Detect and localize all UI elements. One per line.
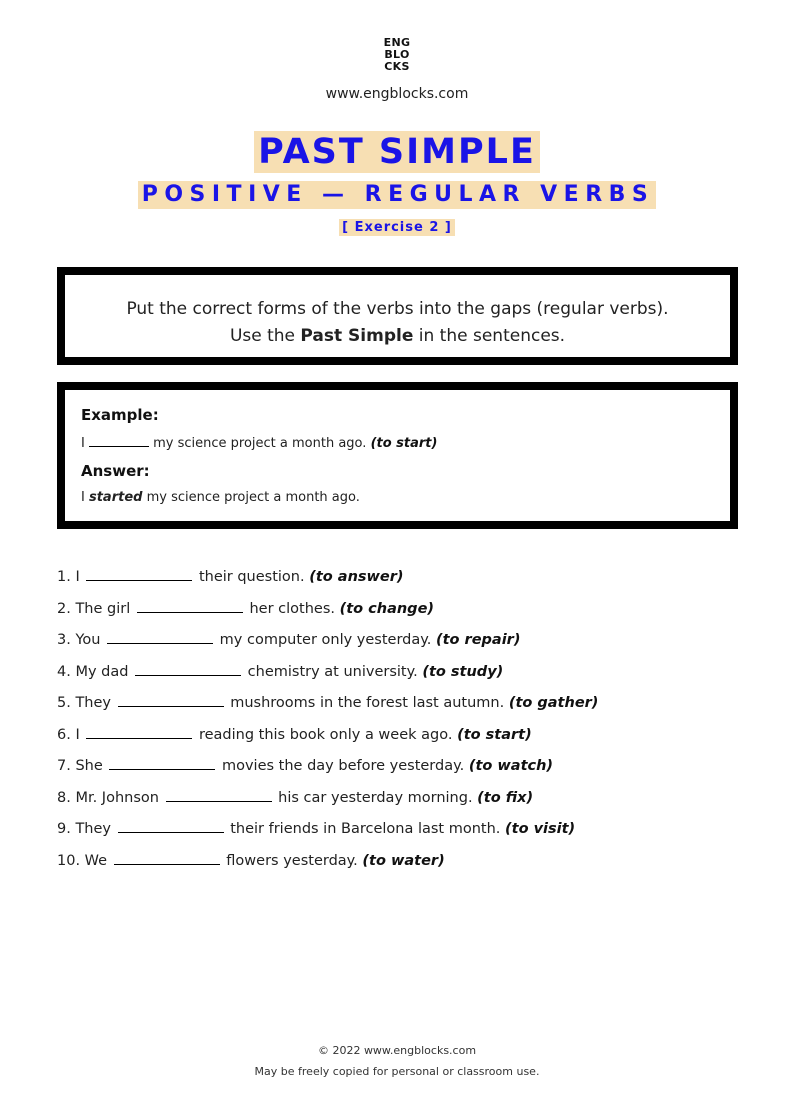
question-number: 4. My dad <box>57 664 129 680</box>
answer-text: my science project a month ago. <box>142 490 360 505</box>
answer-gap[interactable] <box>137 600 243 613</box>
example-text: my science project a month ago. <box>153 436 367 451</box>
logo-line: CKS <box>384 60 410 73</box>
verb-hint: (to fix) <box>477 790 534 806</box>
question-item <box>57 663 503 680</box>
question-number: 2. The girl <box>57 601 131 617</box>
question-item <box>57 694 598 711</box>
question-text: their question. <box>198 569 305 585</box>
answer-gap[interactable] <box>166 789 272 802</box>
verb-hint: (to answer) <box>309 569 404 585</box>
verb-hint: (to study) <box>422 664 504 680</box>
instructions-text: in the sentences. <box>413 326 566 346</box>
question-text: her clothes. <box>249 601 335 617</box>
question-item <box>57 852 445 869</box>
example-label: Example: <box>81 406 159 424</box>
example-box <box>57 382 738 529</box>
question-number: 8. Mr. Johnson <box>57 790 159 806</box>
example-text: I <box>81 436 85 451</box>
page-subtitle: POSITIVE — REGULAR VERBS <box>138 181 657 209</box>
logo-line: BLO <box>384 48 410 61</box>
question-item <box>57 631 520 648</box>
example-gap <box>89 435 149 447</box>
answer-gap[interactable] <box>86 726 192 739</box>
question-number: 5. They <box>57 695 111 711</box>
answer-gap[interactable] <box>109 757 215 770</box>
verb-hint: (to change) <box>339 601 435 617</box>
question-text: reading this book only a week ago. <box>198 727 453 743</box>
question-text: movies the day before yesterday. <box>221 758 465 774</box>
question-text: their friends in Barcelona last month. <box>230 821 501 837</box>
question-number: 10. We <box>57 853 108 869</box>
footer-copyright: © 2022 www.engblocks.com <box>317 1044 477 1057</box>
question-item <box>57 757 553 774</box>
question-text: chemistry at university. <box>247 664 418 680</box>
exercise-label: [ Exercise 2 ] <box>339 219 455 236</box>
question-item <box>57 726 532 743</box>
verb-hint: (to start) <box>457 727 532 743</box>
question-number: 3. You <box>57 632 101 648</box>
question-number: 6. I <box>57 727 80 743</box>
page-title: PAST SIMPLE <box>254 131 540 173</box>
question-number: 1. I <box>57 569 80 585</box>
verb-hint: (to gather) <box>508 695 599 711</box>
example-hint: (to start) <box>370 436 438 451</box>
question-item <box>57 600 434 617</box>
question-number: 9. They <box>57 821 111 837</box>
question-text: mushrooms in the forest last autumn. <box>230 695 505 711</box>
website-url[interactable]: www.engblocks.com <box>325 86 469 102</box>
engblocks-logo <box>0 37 794 73</box>
answer-label: Answer: <box>81 462 150 480</box>
answer-word: started <box>88 490 143 505</box>
question-text: his car yesterday morning. <box>278 790 473 806</box>
question-item <box>57 789 533 806</box>
answer-sentence <box>81 490 360 505</box>
answer-gap[interactable] <box>118 694 224 707</box>
instructions-bold: Past Simple <box>300 326 414 346</box>
answer-gap[interactable] <box>107 631 213 644</box>
example-sentence <box>81 435 437 451</box>
instructions-line-2 <box>65 323 730 350</box>
verb-hint: (to water) <box>362 853 445 869</box>
verb-hint: (to visit) <box>505 821 576 837</box>
instructions-text: Use the <box>229 326 301 346</box>
answer-gap[interactable] <box>114 852 220 865</box>
question-item <box>57 820 575 837</box>
answer-gap[interactable] <box>86 568 192 581</box>
instructions-line-1: Put the correct forms of the verbs into the gaps (regular verbs). <box>126 299 669 319</box>
question-text: my computer only yesterday. <box>219 632 432 648</box>
verb-hint: (to repair) <box>435 632 521 648</box>
answer-gap[interactable] <box>118 820 224 833</box>
answer-gap[interactable] <box>135 663 241 676</box>
instructions-box <box>57 267 738 365</box>
logo-line: ENG <box>383 36 411 49</box>
question-item <box>57 568 404 585</box>
footer-license: May be freely copied for personal or classroom use. <box>254 1065 540 1078</box>
question-number: 7. She <box>57 758 103 774</box>
verb-hint: (to watch) <box>468 758 554 774</box>
answer-text: I <box>81 490 89 505</box>
question-text: flowers yesterday. <box>226 853 358 869</box>
